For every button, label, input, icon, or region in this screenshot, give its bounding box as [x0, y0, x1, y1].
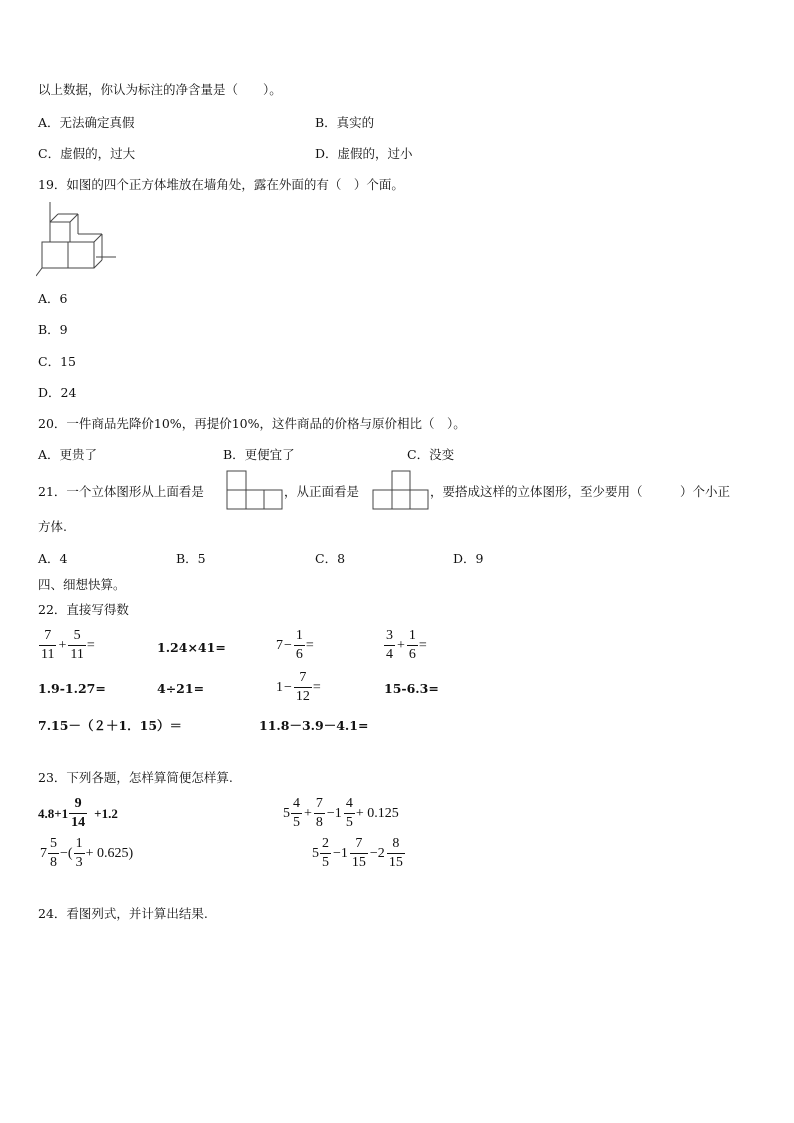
q22-title: 22．直接写得数 — [38, 602, 129, 617]
q19-corner-cubes-figure — [36, 202, 126, 280]
q22-expr-2: 1.24×41= — [157, 640, 226, 655]
q23-expr-4: 5 $\frac{2}{5}$ −1 $\frac{7}{15}$ −2 $\frac{8}{15}$ — [312, 836, 403, 870]
q22-expr-3: 7 − $\frac{1}{6}$ = — [276, 628, 314, 662]
fraction: $\frac{7}{8}$ — [315, 796, 323, 830]
q21-stem-part3: ，要搭成这样的立体图形，至少要用（ ）个小正 — [430, 484, 731, 499]
fraction: $\frac{1}{6}$ — [295, 628, 303, 662]
q19-option-a[interactable]: A．6 — [38, 291, 68, 306]
q22-expr-6: 4÷21= — [157, 681, 205, 696]
fraction: $\frac{3}{4}$ — [386, 628, 393, 662]
q20-option-b[interactable]: B．更便宜了 — [223, 447, 295, 462]
q20-option-c[interactable]: C．没变 — [407, 447, 455, 462]
fraction: $\frac{2}{5}$ — [322, 836, 329, 870]
q20-option-a[interactable]: A．更贵了 — [38, 447, 98, 462]
q19-option-c[interactable]: C．15 — [38, 354, 76, 369]
fraction: $\frac{8}{15}$ — [388, 836, 403, 870]
q23-expr-3: 7 $\frac{5}{8}$ −( $\frac{1}{3}$ + 0.625) — [40, 836, 134, 870]
q19-option-d[interactable]: D．24 — [38, 385, 77, 400]
q21-option-d[interactable]: D．9 — [453, 551, 484, 566]
q18-option-a[interactable]: A．无法确定真假 — [38, 115, 135, 130]
fraction: $\frac{4}{5}$ — [293, 796, 300, 830]
fraction: $\frac{1}{6}$ — [408, 628, 416, 662]
q23-title: 23．下列各题，怎样算简便怎样算. — [38, 770, 233, 785]
fraction: $\frac{7}{15}$ — [351, 836, 366, 870]
fraction: $\frac{1}{3}$ — [75, 836, 83, 870]
q20-stem: 20．一件商品先降价10%，再提价10%，这件商品的价格与原价相比（ ）。 — [38, 416, 466, 431]
q21-option-c[interactable]: C．8 — [315, 551, 346, 566]
q22-expr-9: 7.15－（２＋1．15）＝ — [38, 718, 183, 733]
q22-expr-8: 15-6.3= — [384, 681, 439, 696]
section-4-heading: 四、细想快算。 — [38, 577, 126, 592]
q19-option-b[interactable]: B．9 — [38, 322, 68, 337]
q18-option-d[interactable]: D．虚假的，过小 — [315, 146, 413, 161]
fraction: $\frac{4}{5}$ — [345, 796, 353, 830]
q21-front-view-figure — [372, 470, 430, 510]
q22-expr-5: 1.9-1.27= — [38, 681, 106, 696]
q21-stem-part2: ，从正面看是 — [284, 484, 360, 499]
q21-top-view-figure — [226, 470, 284, 510]
q23-expr-2: 5 $\frac{4}{5}$ + $\frac{7}{8}$ −1 $\frac{4}{5}$ + 0.125 — [283, 796, 399, 830]
q21-stem-line2: 方体. — [38, 519, 67, 534]
q22-expr-10: 11.8－3.9－4.1= — [259, 718, 369, 733]
q24-title: 24．看图列式，并计算出结果. — [38, 906, 208, 921]
q18-stem-tail: 以上数据，你认为标注的净含量是（ ）。 — [38, 82, 282, 97]
fraction: $\frac{5}{11}$ — [70, 628, 84, 662]
q18-option-b[interactable]: B．真实的 — [315, 115, 375, 130]
q21-option-b[interactable]: B．5 — [176, 551, 206, 566]
q22-expr-1: $\frac{7}{11}$ + $\frac{5}{11}$ = — [41, 628, 95, 662]
q19-stem: 19．如图的四个正方体堆放在墙角处，露在外面的有（ ）个面。 — [38, 177, 404, 192]
fraction: $\frac{7}{12}$ — [295, 670, 310, 704]
q22-expr-7: 1 − $\frac{7}{12}$ = — [276, 670, 321, 704]
fraction: $\frac{7}{11}$ — [41, 628, 55, 662]
q22-expr-4: $\frac{3}{4}$ + $\frac{1}{6}$ = — [386, 628, 427, 662]
q21-option-a[interactable]: A．4 — [38, 551, 68, 566]
q18-option-c[interactable]: C．虚假的，过大 — [38, 146, 136, 161]
fraction: $\frac{9}{14}$ — [71, 796, 86, 830]
q21-stem-part1: 21．一个立体图形从上面看是 — [38, 484, 204, 499]
fraction: $\frac{5}{8}$ — [50, 836, 57, 870]
q23-expr-1: 4.8+1 $\frac{9}{14}$ +1.2 — [38, 796, 118, 830]
